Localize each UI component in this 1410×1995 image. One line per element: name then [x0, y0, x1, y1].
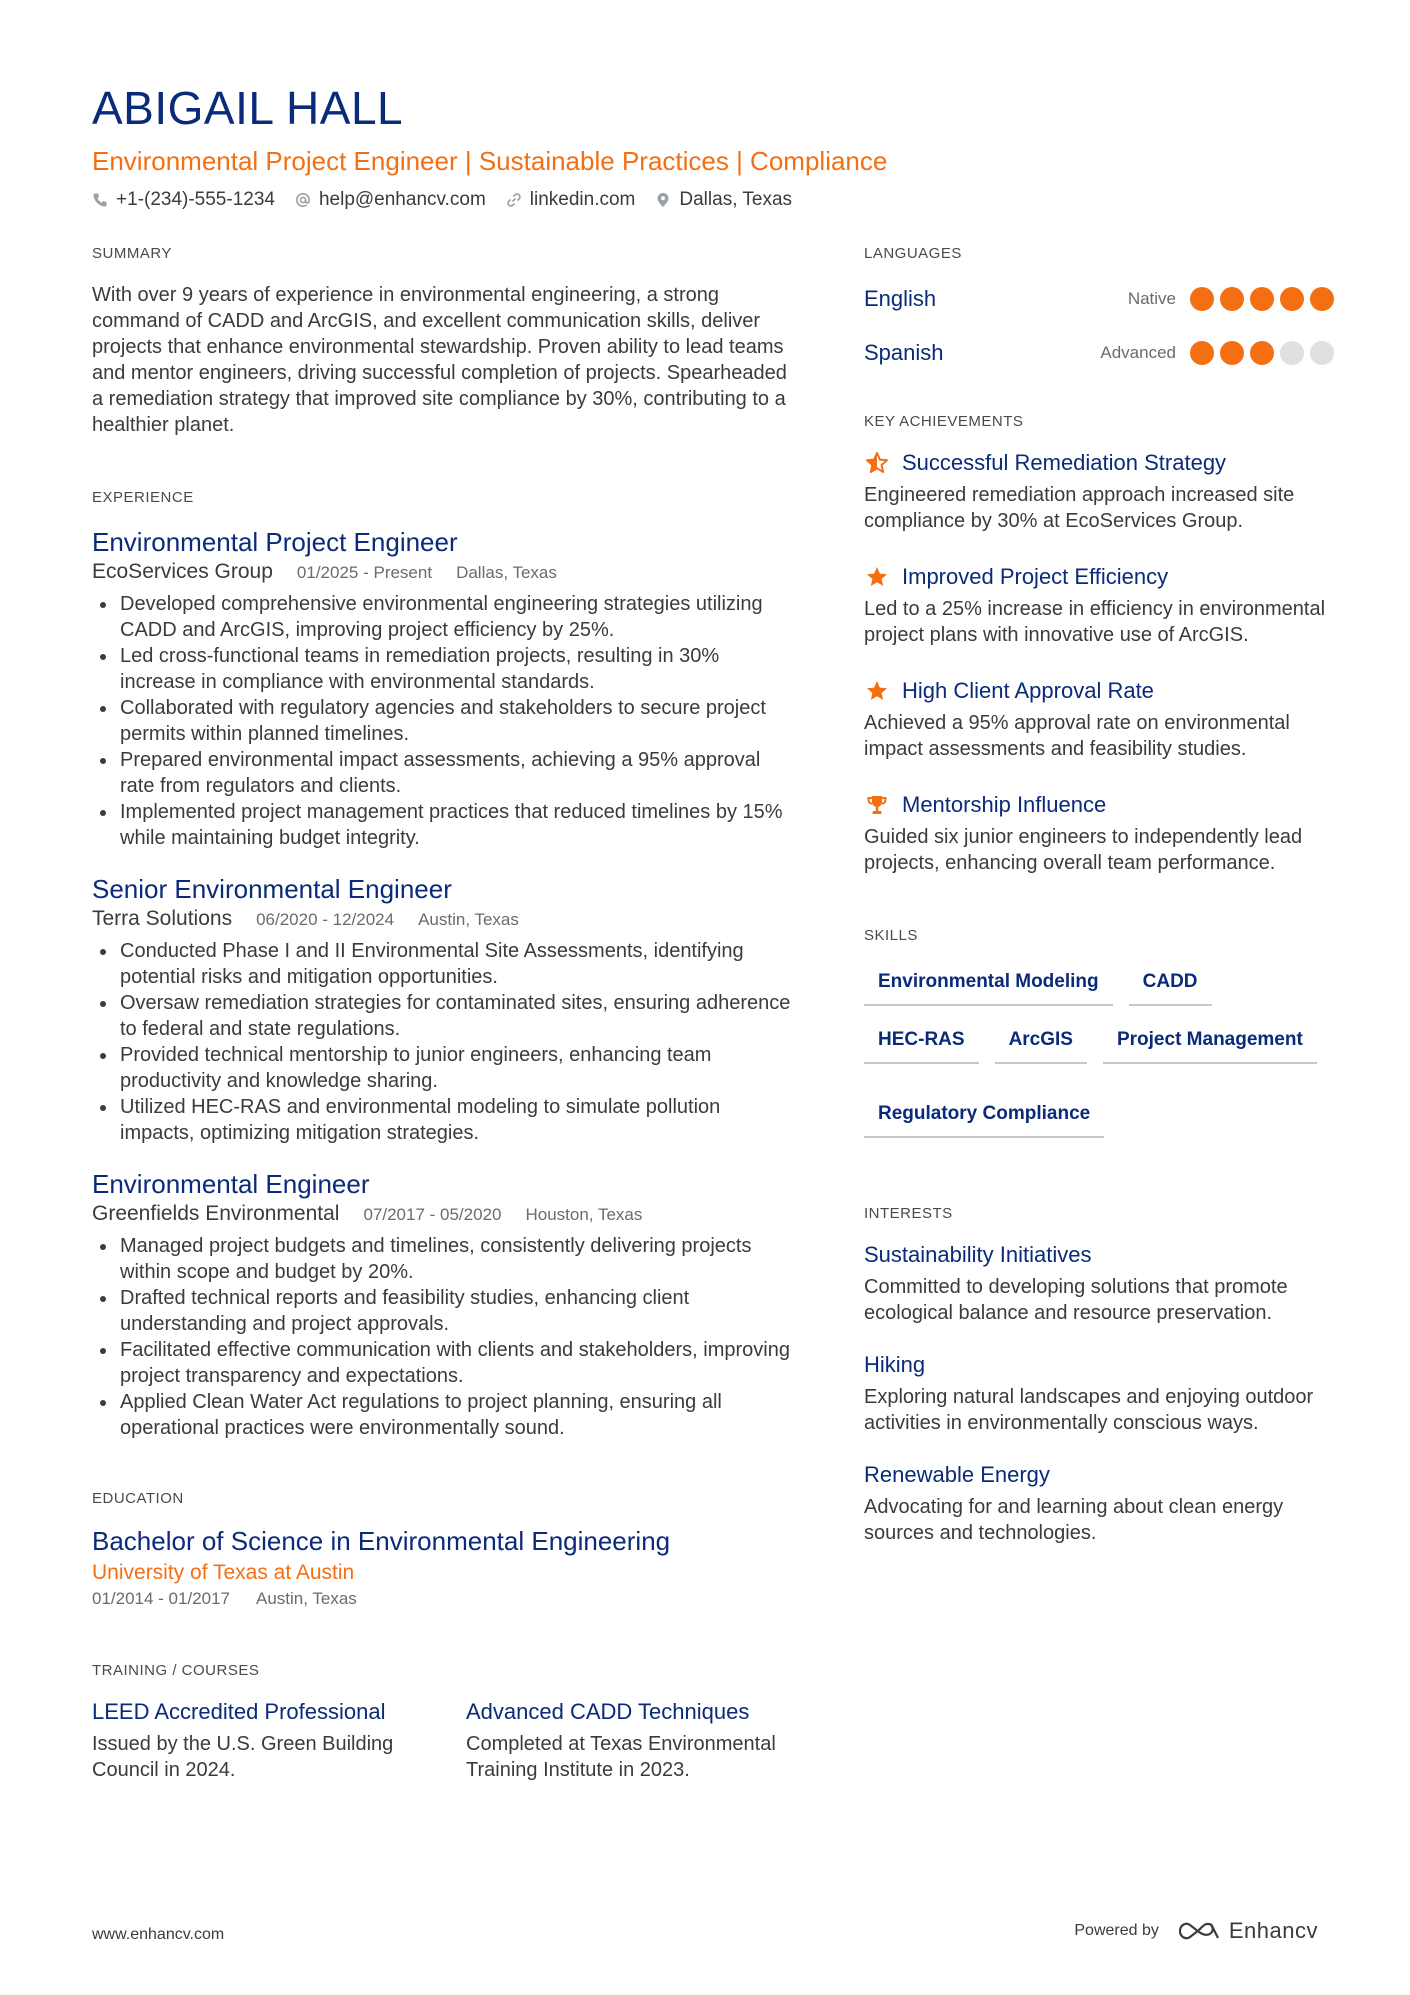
interest-title: Renewable Energy: [864, 1462, 1050, 1487]
powered-by-text: Powered by: [1074, 1922, 1159, 1939]
interest-title: Hiking: [864, 1352, 926, 1377]
training-title: TRAINING / COURSES: [92, 1662, 260, 1679]
rating-dot-filled: [1280, 287, 1304, 311]
training-item-title: LEED Accredited Professional: [92, 1699, 386, 1724]
education-date: 01/2014 - 01/2017: [92, 1589, 231, 1608]
language-level: Advanced: [1100, 343, 1176, 362]
training-grid: [92, 1697, 792, 1783]
training-item-title: Advanced CADD Techniques: [466, 1699, 750, 1724]
location-pin-icon: [655, 192, 671, 208]
job-bullet: Managed project budgets and timelines, consistently delivering projects within scope and budget by 20%.: [92, 1233, 792, 1285]
job-bullets: [92, 938, 792, 1146]
interest-desc: Advocating for and learning about clean energy sources and technologies.: [864, 1496, 1284, 1544]
education-section: [92, 1489, 792, 1611]
job-entry: [92, 1168, 792, 1441]
achievement-title: Improved Project Efficiency: [902, 564, 1169, 589]
contact-row: [92, 186, 1332, 214]
summary-title: SUMMARY: [92, 245, 172, 262]
phone-icon: [92, 192, 108, 208]
achievement-item: [864, 448, 1334, 534]
experience-section: [92, 488, 792, 1441]
interest-item: [864, 1460, 1334, 1546]
candidate-name: ABIGAIL HALL: [92, 82, 404, 134]
achievement-title: High Client Approval Rate: [902, 678, 1154, 703]
language-name: English: [864, 286, 937, 311]
job-bullet: Implemented project management practices that reduced timelines by 15% while maintaining budget integrity.: [92, 799, 792, 851]
interest-desc: Committed to developing solutions that promote ecological balance and resource preservation.: [864, 1276, 1288, 1324]
education-school: University of Texas at Austin: [92, 1561, 355, 1584]
star-icon: [864, 564, 890, 590]
link-icon: [506, 192, 522, 208]
education-title: EDUCATION: [92, 1490, 184, 1507]
training-item-desc: Issued by the U.S. Green Building Council in 2024.: [92, 1733, 394, 1781]
job-bullet: Provided technical mentorship to junior engineers, enhancing team productivity and knowledge sharing.: [92, 1042, 792, 1094]
achievement-item: [864, 790, 1334, 876]
job-company: Greenfields Environmental: [92, 1202, 340, 1225]
education-location: Austin, Texas: [256, 1589, 357, 1608]
job-company: EcoServices Group: [92, 560, 273, 583]
achievement-desc: Guided six junior engineers to independently lead projects, enhancing overall team performance.: [864, 826, 1303, 874]
job-bullets: [92, 1233, 792, 1441]
job-bullet: Utilized HEC-RAS and environmental modeling to simulate pollution impacts, optimizing mitigation strategies.: [92, 1094, 792, 1146]
job-bullet: Applied Clean Water Act regulations to project planning, ensuring all operational practices were environmentally sound.: [92, 1389, 792, 1441]
education-meta: [92, 1587, 792, 1611]
job-title: Senior Environmental Engineer: [92, 874, 452, 904]
job-company: Terra Solutions: [92, 907, 233, 930]
language-row: [864, 280, 1334, 318]
job-bullet: Facilitated effective communication with clients and stakeholders, improving project transparency and expectations.: [92, 1337, 792, 1389]
job-meta: [92, 558, 792, 587]
rating-dot-empty: [1310, 341, 1334, 365]
rating-dot-filled: [1250, 341, 1274, 365]
rating-dot-filled: [1220, 287, 1244, 311]
job-bullet: Conducted Phase I and II Environmental Site Assessments, identifying potential risks and mitigation opportunities.: [92, 938, 792, 990]
job-date: 06/2020 - 12/2024: [256, 910, 395, 929]
contact-email[interactable]: [295, 186, 486, 214]
job-bullets: [92, 591, 792, 851]
rating-dot-filled: [1190, 341, 1214, 365]
job-bullet: Prepared environmental impact assessments, achieving a 95% approval rate from regulators and clients.: [92, 747, 792, 799]
trophy-icon: [864, 792, 890, 818]
language-row: [864, 334, 1334, 372]
summary-text: With over 9 years of experience in environmental engineering, a strong command of CADD and ArcGIS, and excellent communication skills, deliver projects that enhance environmental stewardship. Proven ability to lead teams and mentor engineers, driving successful completion of projects. Spearheaded a remediation strategy that improved site compliance by 30%, contributing to a healthier planet.: [92, 284, 787, 436]
job-bullet: Collaborated with regulatory agencies and stakeholders to secure project permits within planned timelines.: [92, 695, 792, 747]
training-section: [92, 1661, 792, 1783]
education-degree: Bachelor of Science in Environmental Engineering: [92, 1526, 671, 1556]
skill-tag: Regulatory Compliance: [864, 1096, 1104, 1138]
interest-item: [864, 1350, 1334, 1436]
language-level: Native: [1127, 289, 1176, 308]
rating-dot-filled: [1190, 287, 1214, 311]
skills-list: [864, 964, 1334, 1138]
rating-dot-filled: [1220, 341, 1244, 365]
job-location: Austin, Texas: [418, 910, 519, 929]
resume-header: [92, 80, 1332, 214]
language-name: Spanish: [864, 340, 944, 365]
language-rating: [1190, 341, 1334, 365]
interest-desc: Exploring natural landscapes and enjoying outdoor activities in environmentally conscious ways.: [864, 1386, 1314, 1434]
summary-section: [92, 244, 792, 438]
left-column: [92, 244, 792, 1783]
achievement-title: Successful Remediation Strategy: [902, 450, 1227, 475]
contact-phone[interactable]: [92, 186, 275, 214]
footer-website[interactable]: www.enhancv.com: [92, 1926, 225, 1943]
location-text: Dallas, Texas: [679, 189, 793, 210]
job-bullet: Led cross-functional teams in remediation projects, resulting in 30% increase in compliance with environmental standards.: [92, 643, 792, 695]
training-item: [92, 1697, 402, 1783]
rating-dot-empty: [1280, 341, 1304, 365]
phone-text: +1-(234)-555-1234: [116, 189, 275, 210]
candidate-headline: Environmental Project Engineer | Sustainable Practices | Compliance: [92, 146, 888, 176]
achievements-section: [864, 412, 1334, 876]
achievement-desc: Achieved a 95% approval rate on environmental impact assessments and feasibility studies.: [864, 712, 1290, 760]
achievement-item: [864, 676, 1334, 762]
interest-item: [864, 1240, 1334, 1326]
at-icon: [295, 192, 311, 208]
interest-title: Sustainability Initiatives: [864, 1242, 1092, 1267]
email-text: help@enhancv.com: [318, 189, 486, 210]
experience-title: EXPERIENCE: [92, 489, 194, 506]
language-rating: [1190, 287, 1334, 311]
training-item-desc: Completed at Texas Environmental Training Institute in 2023.: [466, 1733, 776, 1781]
job-date: 01/2025 - Present: [296, 563, 433, 582]
languages-title: LANGUAGES: [864, 245, 962, 262]
job-entry: [92, 526, 792, 851]
training-item: [466, 1697, 776, 1783]
interests-section: [864, 1204, 1334, 1546]
skill-tag: ArcGIS: [995, 1022, 1087, 1064]
rating-dot-filled: [1250, 287, 1274, 311]
job-bullet: Oversaw remediation strategies for contaminated sites, ensuring adherence to federal and state regulations.: [92, 990, 792, 1042]
job-bullet: Developed comprehensive environmental engineering strategies utilizing CADD and ArcGIS, improving project efficiency by 25%.: [92, 591, 792, 643]
contact-location: [655, 186, 792, 214]
achievement-desc: Led to a 25% increase in efficiency in environmental project plans with innovative use of ArcGIS.: [864, 598, 1326, 646]
brand-logo[interactable]: [1177, 1918, 1318, 1944]
achievements-title: KEY ACHIEVEMENTS: [864, 413, 1024, 430]
job-entry: [92, 873, 792, 1146]
job-meta: [92, 1200, 792, 1229]
contact-linkedin[interactable]: [506, 186, 636, 214]
skill-tag: CADD: [1129, 964, 1212, 1006]
enhancv-logo-icon: [1177, 1919, 1221, 1943]
achievement-title: Mentorship Influence: [902, 792, 1107, 817]
star-half-icon: [864, 450, 890, 476]
job-date: 07/2017 - 05/2020: [363, 1205, 502, 1224]
star-icon: [864, 678, 890, 704]
linkedin-text: linkedin.com: [529, 189, 636, 210]
languages-section: [864, 244, 1334, 372]
right-column: [864, 244, 1334, 1546]
interests-title: INTERESTS: [864, 1205, 953, 1222]
brand-name: Enhancv: [1228, 1918, 1318, 1943]
footer-branding: [1074, 1918, 1318, 1944]
achievement-desc: Engineered remediation approach increased site compliance by 30% at EcoServices Group.: [864, 484, 1295, 532]
skill-tag: Project Management: [1103, 1022, 1317, 1064]
job-location: Houston, Texas: [525, 1205, 643, 1224]
job-bullet: Drafted technical reports and feasibility studies, enhancing client understanding and project approvals.: [92, 1285, 792, 1337]
skills-title: SKILLS: [864, 927, 918, 944]
job-meta: [92, 905, 792, 934]
achievement-item: [864, 562, 1334, 648]
job-location: Dallas, Texas: [456, 563, 557, 582]
skills-section: [864, 926, 1334, 1138]
rating-dot-filled: [1310, 287, 1334, 311]
skill-tag: HEC-RAS: [864, 1022, 979, 1064]
job-title: Environmental Project Engineer: [92, 527, 458, 557]
job-title: Environmental Engineer: [92, 1169, 370, 1199]
skill-tag: Environmental Modeling: [864, 964, 1113, 1006]
